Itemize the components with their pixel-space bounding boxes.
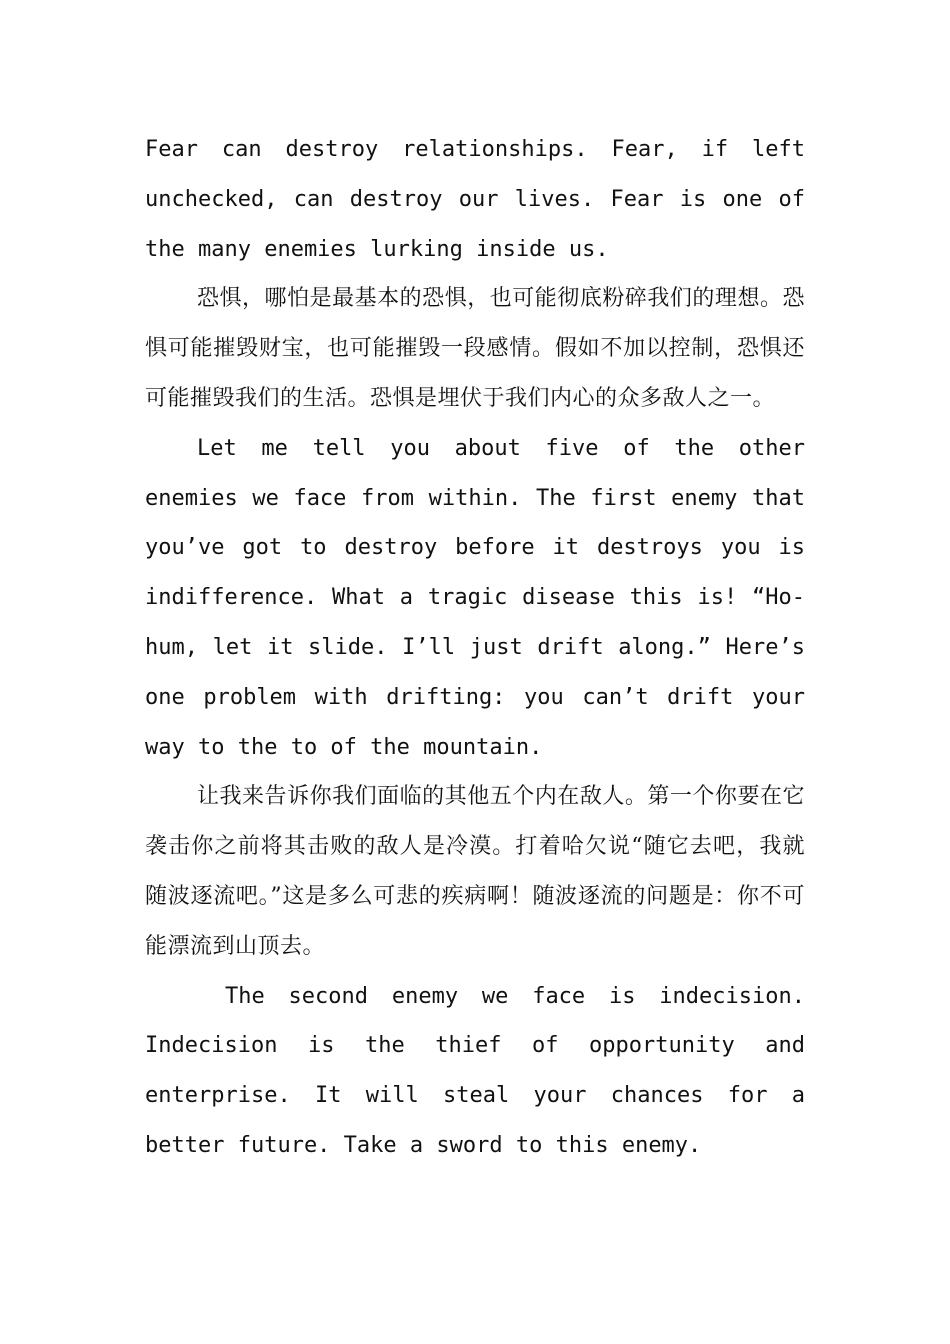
paragraph-en-indifference: Let me tell you about five of the other enemies we face from within. The first enemy that you’ve got to destroy before it destroys you is indifference. What a tragic disease this is! “Ho-hum, let it slide. I’ll just drift along.” Here’s one problem with drifting: you can’t drift your way to the to of the mountain. — [145, 435, 805, 760]
paragraph-zh-indifference: 让我来告诉你我们面临的其他五个内在敌人。第一个你要在它袭击你之前将其击败的敌人是冷漠。打着哈欠说“随它去吧，我就随波逐流吧。”这是多么可悲的疾病啊！随波逐流的问题是：你不可能漂流到山顶去。 — [145, 784, 805, 959]
paragraph-en-indecision: The second enemy we face is indecision. Indecision is the thief of opportunity and enterprise. It will steal your chances for a better future. Take a sword to this enemy. — [145, 983, 805, 1158]
document-body — [145, 125, 805, 1171]
paragraph-zh-fear: 恐惧，哪怕是最基本的恐惧，也可能彻底粉碎我们的理想。恐惧可能摧毁财宝，也可能摧毁一段感情。假如不加以控制，恐惧还可能摧毁我们的生活。恐惧是埋伏于我们内心的众多敌人之一。 — [145, 286, 805, 411]
paragraph-en-fear: Fear can destroy relationships. Fear, if left unchecked, can destroy our lives. Fear is one of the many enemies lurking inside us. — [145, 137, 805, 262]
